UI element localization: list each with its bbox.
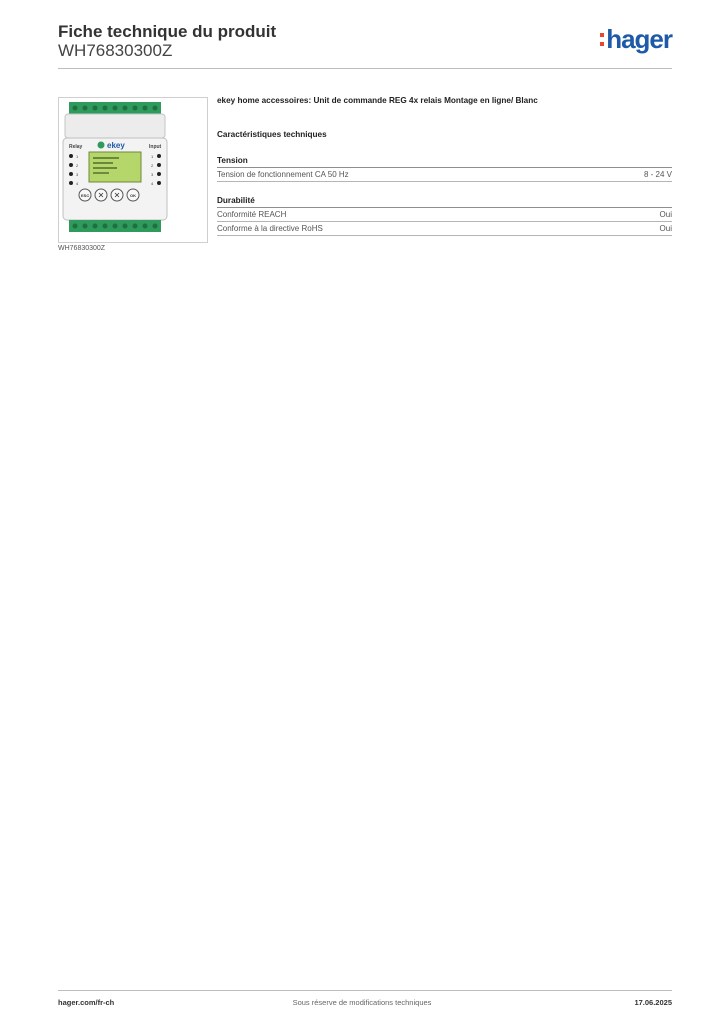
logo-text: hager — [606, 24, 672, 54]
product-reference: WH76830300Z — [58, 41, 173, 60]
product-content — [217, 96, 672, 233]
svg-text:1: 1 — [151, 154, 154, 159]
image-caption: WH76830300Z — [58, 245, 106, 252]
footer-divider — [58, 990, 672, 991]
document-title: Fiche technique du produit — [58, 22, 277, 41]
ok-button-label: OK — [130, 193, 136, 198]
spec-label: Conformité REACH — [217, 210, 287, 219]
footer-disclaimer: Sous réserve de modifications techniques — [292, 998, 432, 1007]
svg-text:1: 1 — [76, 154, 79, 159]
spec-row — [217, 168, 672, 182]
page-header — [58, 20, 672, 68]
svg-text:2: 2 — [76, 163, 79, 168]
bottom-terminal-screws — [73, 224, 158, 229]
svg-text:2: 2 — [151, 163, 154, 168]
spec-value: Oui — [659, 210, 672, 219]
relay-label: Relay — [69, 144, 83, 150]
spec-value: Oui — [659, 224, 672, 233]
spec-value: 8 - 24 V — [643, 170, 672, 179]
footer-date: 17.06.2025 — [634, 998, 672, 1007]
specs-section-title: Caractéristiques techniques — [217, 130, 327, 139]
spec-group-title: Durabilité — [217, 195, 672, 208]
svg-text:3: 3 — [151, 172, 154, 177]
ekey-brand: ekey — [107, 141, 125, 150]
product-description: ekey home accessoires: Unit de commande REG 4x relais Montage en ligne/ Blanc — [217, 96, 538, 105]
svg-text:4: 4 — [76, 181, 79, 186]
lcd-display — [89, 152, 141, 182]
spec-row — [217, 208, 672, 222]
spec-group-tension — [217, 155, 672, 182]
input-label: Input — [149, 144, 162, 150]
housing-top — [65, 114, 165, 138]
svg-text:3: 3 — [76, 172, 79, 177]
spec-group-title: Tension — [217, 155, 672, 168]
top-terminal-screws — [73, 106, 158, 111]
esc-button-label: ESC — [81, 193, 90, 198]
spec-label: Conforme à la directive RoHS — [217, 224, 323, 233]
control-unit-illustration — [59, 98, 207, 242]
hager-logo — [600, 25, 672, 55]
header-divider — [58, 68, 672, 69]
logo-dots — [600, 33, 604, 46]
ekey-logo-mark — [98, 142, 105, 149]
product-image — [58, 97, 208, 243]
spec-row — [217, 222, 672, 236]
footer-website-link[interactable]: hager.com/fr-ch — [58, 998, 115, 1007]
spec-label: Tension de fonctionnement CA 50 Hz — [217, 170, 349, 179]
spec-group-durabilite — [217, 195, 672, 236]
svg-text:4: 4 — [151, 181, 154, 186]
